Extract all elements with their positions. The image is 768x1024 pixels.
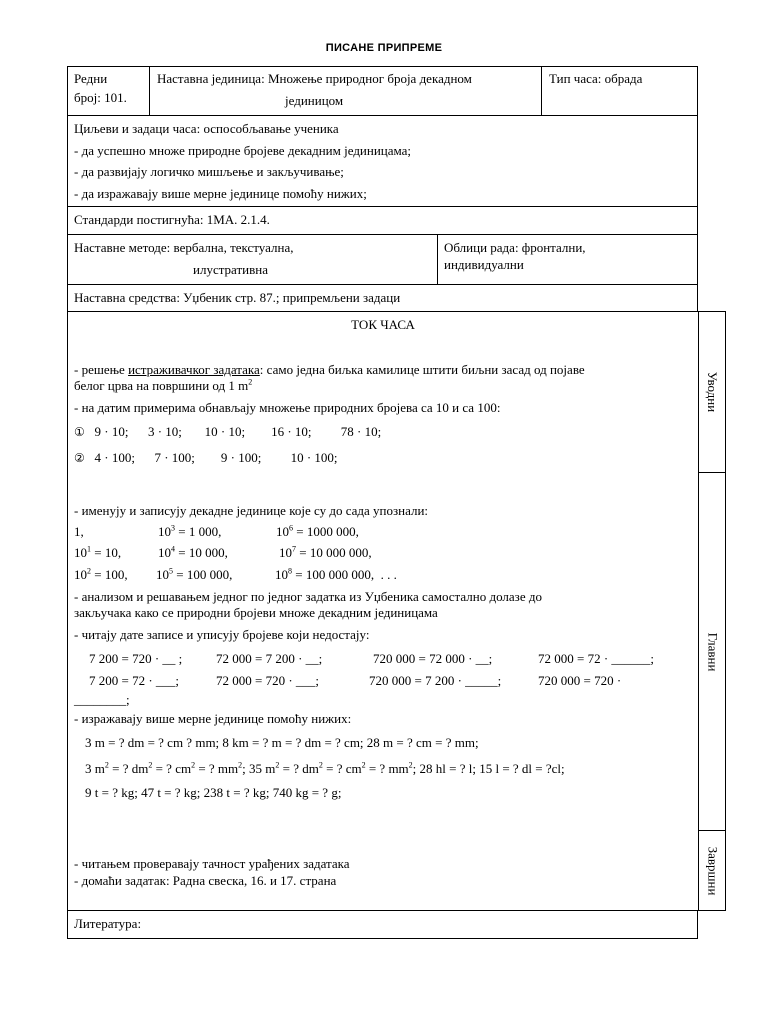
power-row-2: $10^1 = 10$, $10^4 = 10$ 000, $10^7 = 10$ 000 000, xyxy=(74,544,372,560)
main-line-6: закључака како се природни бројеви множе декадним јединицама xyxy=(74,605,438,620)
equation-4: 72 000 = 72 · ______; xyxy=(538,651,655,666)
main-line-1: - именују и записују декадне јединице које су до сада упознали: xyxy=(74,503,429,518)
literature-label: Литература: xyxy=(74,916,142,931)
side-intro xyxy=(698,311,726,473)
intro-line-2: белог црва на површини од 1 $m^2$ xyxy=(74,377,253,393)
intro-line-3: - на датим примерима обнављају множење природних бројева са 10 и са 100: xyxy=(74,400,501,415)
lesson-type: Тип часа: обрада xyxy=(549,71,643,86)
goals-line-4: - да изражавају више мерне јединице помоћу нижих; xyxy=(74,186,367,201)
lesson-flow-title: ТОК ЧАСА xyxy=(351,317,415,332)
equation-8-blank: ________; xyxy=(74,692,130,707)
side-final xyxy=(698,830,726,911)
main-line-5: - анализом и решавањем једног по једног задатка из Уџбеника самостално долазе до xyxy=(74,589,542,604)
circled-one-icon: ① xyxy=(74,425,85,439)
number-value: број: 101. xyxy=(74,90,127,105)
goals-line-3: - да развијају логичко мишљење и закључивање; xyxy=(74,164,344,179)
equation-5: 7 200 = 72 · ___; xyxy=(89,673,180,688)
methods-line-1: Наставне методе: вербална, текстуална, xyxy=(74,240,294,255)
unit-continuation: јединицом xyxy=(285,93,344,108)
side-main xyxy=(698,472,726,831)
means-text: Наставна средства: Уџбеник стр. 87.; припремљени задаци xyxy=(74,290,401,305)
equation-2: 72 000 = 7 200 · __; xyxy=(216,651,323,666)
literature-cell xyxy=(67,910,698,939)
example-2: ② 4 · 100; 7 · 100; 9 · 100; 10 · 100; xyxy=(74,450,338,465)
intro-line-1: - решење истраживачког задатака: само једна биљка камилице штити биљни засад од појаве xyxy=(74,362,585,377)
final-line-2: - домаћи задатак: Радна свеска, 16. и 17. страна xyxy=(74,873,337,888)
research-task-link: истраживачког задатака xyxy=(128,362,260,377)
side-intro-label: Уводни xyxy=(705,371,721,413)
forms-line-1: Облици рада: фронтални, xyxy=(444,240,586,255)
unit-label: Наставна јединица: Множење природног броја декадном xyxy=(157,71,472,86)
side-main-label: Главни xyxy=(705,632,721,671)
main-line-10: - изражавају више мерне јединице помоћу нижих: xyxy=(74,711,352,726)
equation-6: 72 000 = 720 · ___; xyxy=(216,673,320,688)
equation-1: 7 200 = 720 · __ ; xyxy=(89,651,183,666)
power-row-1: 1, $10^3 = 1$ 000, $10^6 = 1000$ 000, xyxy=(74,523,359,539)
example-1: ① 9 · 10; 3 · 10; 10 · 10; 16 · 10; 78 · 10; xyxy=(74,424,382,439)
goals-line-2: - да успешно множе природне бројеве декадним јединицама; xyxy=(74,143,412,158)
measure-line-3: 9 t = ? kg; 47 t = ? kg; 238 t = ? kg; 740 kg = ? g; xyxy=(85,785,342,800)
forms-line-2: индивидуални xyxy=(444,257,524,272)
equation-3: 720 000 = 72 000 · __; xyxy=(373,651,493,666)
measure-line-1: 3 m = ? dm = ? cm ? mm; 8 km = ? m = ? dm = ? cm; 28 m = ? cm = ? mm; xyxy=(85,735,479,750)
equation-7: 720 000 = 7 200 · _____; xyxy=(369,673,502,688)
measure-line-2: 3 $m^2$ = ? $dm^2$ = ? $cm^2$ = ? $mm^2$; 35 $m^2$ = ? $dm^2$ = ? $cm^2$ = ? $mm^2$; 28 hl = ? l; 15 l = ? dl = ?cl; xyxy=(85,760,565,776)
circled-two-icon: ② xyxy=(74,451,85,465)
standards-text: Стандарди постигнућа: 1МА. 2.1.4. xyxy=(74,212,270,227)
final-line-1: - читањем проверавају тачност урађених задатака xyxy=(74,856,350,871)
page-title: ПИСАНЕ ПРИПРЕМЕ xyxy=(325,42,443,54)
power-row-3: $10^2 = 100$, $10^5 = 100$ 000, $10^8 = 100$ 000 000, . . . xyxy=(74,566,397,582)
methods-line-2: илустративна xyxy=(193,262,268,277)
main-line-7: - читају дате записе и уписују бројеве који недостају: xyxy=(74,627,370,642)
goals-line-1: Циљеви и задаци часа: оспособљавање ученика xyxy=(74,121,339,136)
equation-8: 720 000 = 720 · xyxy=(538,673,622,688)
number-label: Редни xyxy=(74,71,108,86)
side-final-label: Завршни xyxy=(705,846,721,895)
